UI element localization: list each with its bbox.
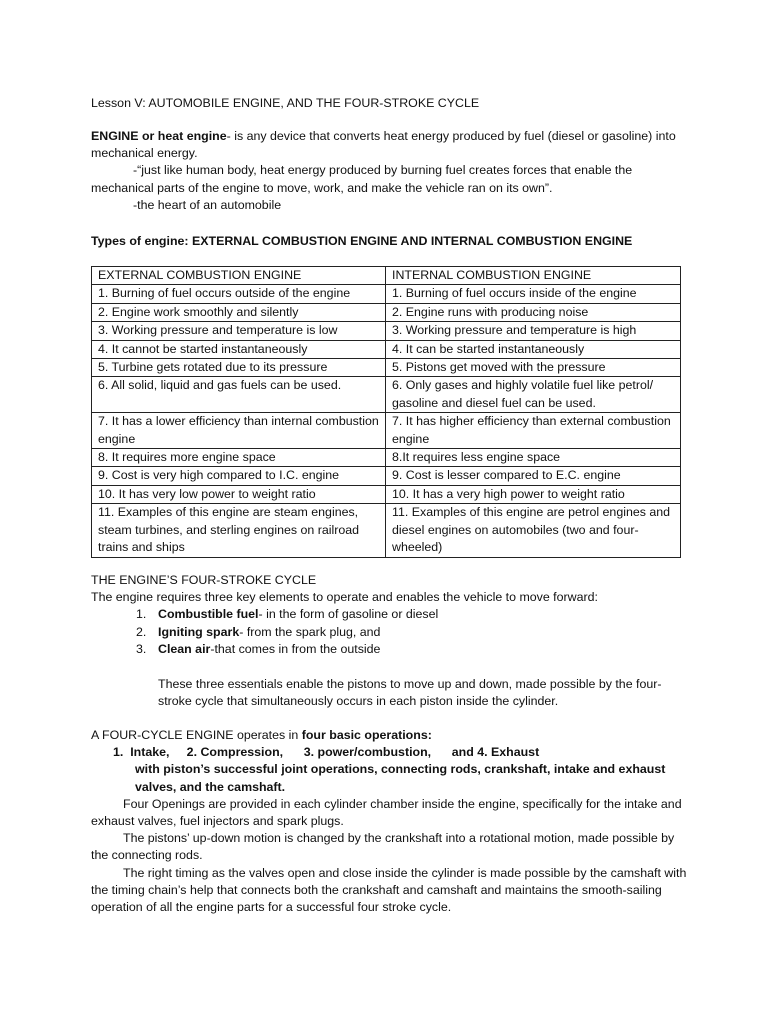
operations-continuation: with piston’s successful joint operations, connecting rods, crankshaft, intake and exhaust valves, and the camshaft.: [135, 762, 666, 794]
table-cell: 8.It requires less engine space: [386, 449, 681, 467]
cycle-heading: THE ENGINE’S FOUR-STROKE CYCLE: [91, 573, 317, 587]
table-cell: 5. Pistons get moved with the pressure: [386, 359, 681, 377]
engine-heart: -the heart of an automobile: [133, 197, 282, 212]
header-external: EXTERNAL COMBUSTION ENGINE: [92, 267, 386, 285]
table-cell: 7. It has higher efficiency than external combustion engine: [386, 413, 681, 449]
table-cell: 2. Engine work smoothly and silently: [92, 303, 386, 321]
list-item: 2. Igniting spark- from the spark plug, and: [136, 624, 381, 639]
table-cell: 1. Burning of fuel occurs outside of the engine: [92, 285, 386, 303]
key-elements-list: [91, 606, 691, 658]
table-cell: 8. It requires more engine space: [92, 449, 386, 467]
table-cell: 3. Working pressure and temperature is high: [386, 322, 681, 340]
table-row: [92, 322, 681, 340]
table-cell: 7. It has a lower efficiency than internal combustion engine: [92, 413, 386, 449]
cycle-intro: The engine requires three key elements to operate and enables the vehicle to move forward:: [91, 590, 598, 605]
list-item: 3. Clean air-that comes in from the outside: [136, 641, 381, 656]
table-row: [92, 504, 681, 557]
table-row: [92, 467, 681, 485]
table-cell: 10. It has very low power to weight ratio: [92, 485, 386, 503]
table-row: [92, 413, 681, 449]
table-row: [92, 485, 681, 503]
table-cell: 2. Engine runs with producing noise: [386, 303, 681, 321]
operations-line: 1. Intake, 2. Compression, 3. power/combustion, and 4. Exhaust: [113, 745, 540, 760]
table-cell: 11. Examples of this engine are petrol engines and diesel engines on automobiles (two and four-wheeled): [386, 504, 681, 557]
table-row: [92, 285, 681, 303]
table-row: [92, 303, 681, 321]
four-cycle-lead: A FOUR-CYCLE ENGINE operates in: [91, 728, 302, 742]
lesson-title: Lesson V: AUTOMOBILE ENGINE, AND THE FOUR-STROKE CYCLE: [91, 96, 480, 110]
table-row: [92, 449, 681, 467]
table-cell: 9. Cost is very high compared to I.C. engine: [92, 467, 386, 485]
table-cell: 6. Only gases and highly volatile fuel like petrol/ gasoline and diesel fuel can be used.: [386, 377, 681, 413]
engine-definition: [91, 128, 691, 214]
paragraph-pistons: The pistons’ up-down motion is changed by the crankshaft into a rotational motion, made possible by the connecting rods.: [91, 831, 675, 863]
table-cell: 6. All solid, liquid and gas fuels can be used.: [92, 377, 386, 413]
header-internal: INTERNAL COMBUSTION ENGINE: [386, 267, 681, 285]
engine-quote: -“just like human body, heat energy produced by burning fuel creates forces that enable the mechanical parts of the engine to move, work, and make the vehicle ran on its own”.: [91, 163, 633, 195]
table-header-row: [92, 267, 681, 285]
engine-term: ENGINE or heat engine: [91, 129, 227, 143]
list-item: 1. Combustible fuel- in the form of gasoline or diesel: [136, 607, 439, 622]
table-cell: 5. Turbine gets rotated due to its pressure: [92, 359, 386, 377]
essentials-paragraph: These three essentials enable the pistons to move up and down, made possible by the four-stroke cycle that simultaneously occurs in each piston inside the cylinder.: [158, 677, 662, 709]
paragraph-openings: Four Openings are provided in each cylinder chamber inside the engine, specifically for the intake and exhaust valves, fuel injectors and spark plugs.: [91, 796, 682, 829]
engine-definition-text: - is any device that converts heat energy produced by fuel (diesel or gasoline) into mechanical energy.: [91, 129, 676, 161]
table-row: [92, 340, 681, 358]
table-cell: 9. Cost is lesser compared to E.C. engine: [386, 467, 681, 485]
types-heading: Types of engine: EXTERNAL COMBUSTION ENGINE AND INTERNAL COMBUSTION ENGINE: [91, 234, 633, 248]
table-cell: 10. It has a very high power to weight ratio: [386, 485, 681, 503]
table-cell: 4. It cannot be started instantaneously: [92, 340, 386, 358]
table-row: [92, 359, 681, 377]
comparison-table: [91, 266, 681, 558]
table-cell: 11. Examples of this engine are steam engines, steam turbines, and sterling engines on railroad trains and ships: [92, 504, 386, 557]
table-cell: 4. It can be started instantaneously: [386, 340, 681, 358]
paragraph-timing: The right timing as the valves open and close inside the cylinder is made possible by the camshaft with the timing chain’s help that connects both the crankshaft and camshaft and maintains the smooth-sailing operation of all the engine parts for a successful four stroke cycle.: [91, 865, 687, 915]
table-cell: 3. Working pressure and temperature is low: [92, 322, 386, 340]
table-row: [92, 377, 681, 413]
four-stroke-section: [91, 572, 691, 658]
four-cycle-section: [91, 727, 691, 916]
table-cell: 1. Burning of fuel occurs inside of the engine: [386, 285, 681, 303]
four-cycle-lead-bold: four basic operations:: [301, 728, 432, 742]
